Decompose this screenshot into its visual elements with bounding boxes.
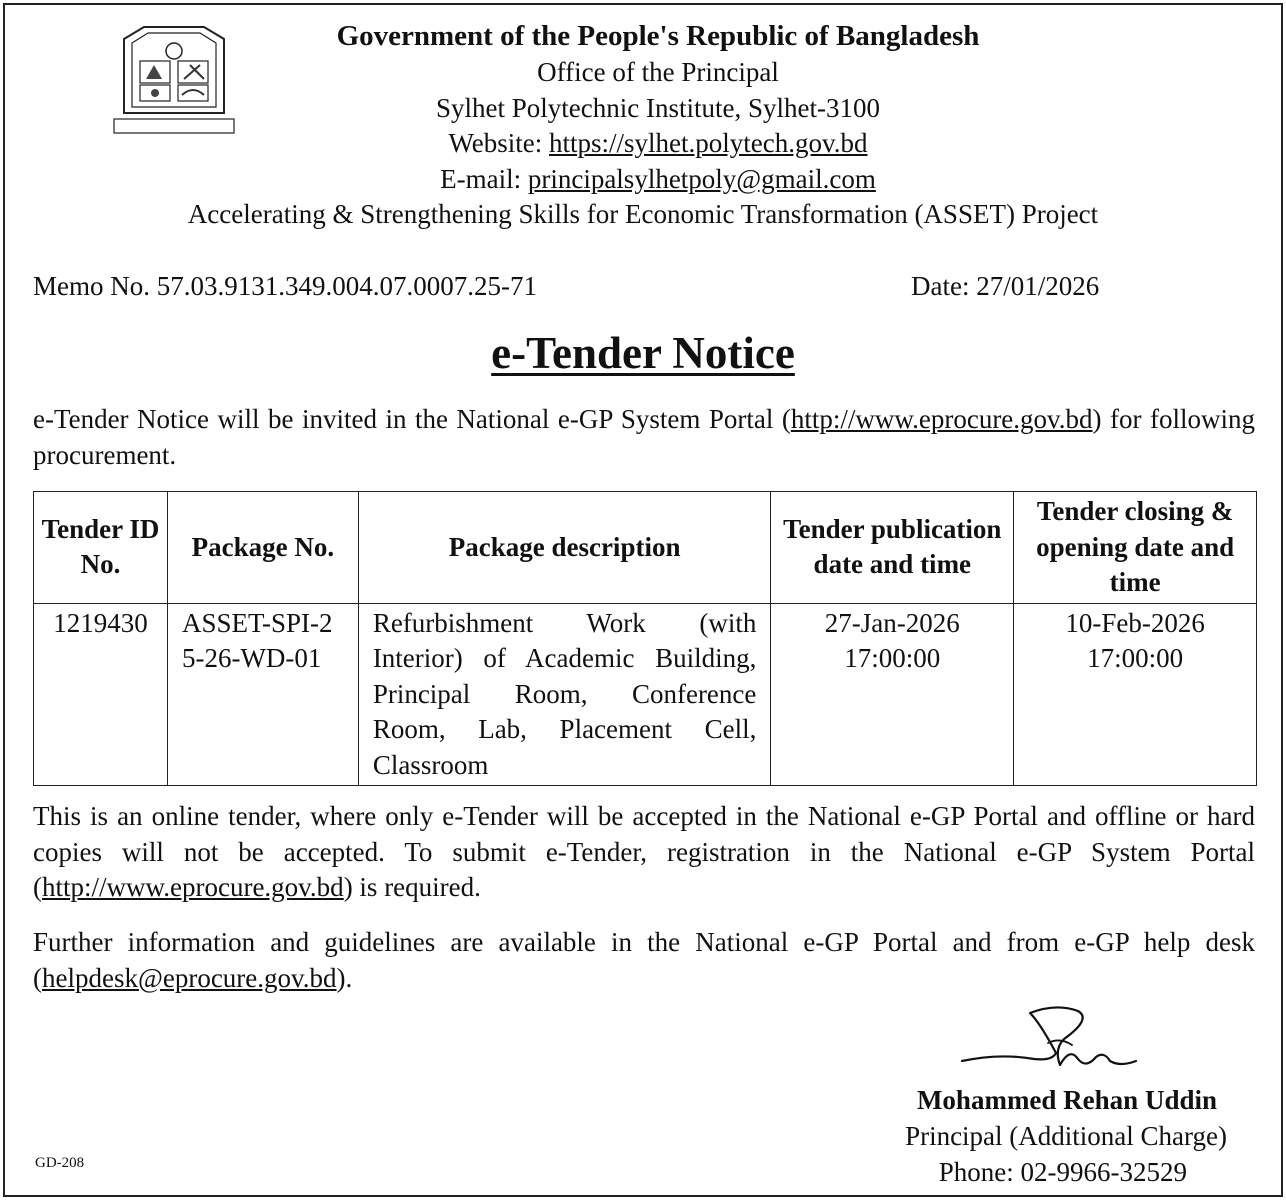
letterhead <box>5 17 1281 233</box>
website-link[interactable]: https://sylhet.polytech.gov.bd <box>549 128 868 158</box>
further-text-before: Further information and guidelines are available in the National e-GP Portal and from e-GP help desk ( <box>33 927 1255 993</box>
intro-text-before: e-Tender Notice will be invited in the National e-GP System Portal ( <box>33 404 791 434</box>
intro-text-after: ) for following procurement. <box>33 404 1256 470</box>
notice-title-text: e-Tender Notice <box>491 328 795 378</box>
package-no-text: ASSET-SPI-25-26-WD-01 <box>181 607 333 673</box>
publication-date: 27-Jan-2026 <box>824 607 960 638</box>
online-text-before: This is an online tender, where only e-Tender will be accepted in the National e-GP Portal and offline or hard copies will not be accepted. To submit e-Tender, registration in the National e-GP System Portal ( <box>33 801 1255 902</box>
intro-paragraph <box>33 402 1255 473</box>
eprocure-link[interactable]: http://www.eprocure.gov.bd <box>790 404 1093 434</box>
email-line <box>5 162 1281 198</box>
online-tender-paragraph <box>33 799 1255 906</box>
memo-number: Memo No. 57.03.9131.349.004.07.0007.25-71 <box>33 271 537 301</box>
memo-date: Date: 27/01/2026 <box>911 271 1100 301</box>
table-row <box>34 603 1257 786</box>
email-label: E-mail: <box>440 163 528 194</box>
cell-publication-date <box>771 603 1014 786</box>
cell-tender-id: 1219430 <box>34 603 168 786</box>
online-text-after: ) is required. <box>343 872 481 902</box>
tender-notice-page <box>3 3 1283 1197</box>
institute-address: Sylhet Polytechnic Institute, Sylhet-3100 <box>436 92 880 123</box>
government-title: Government of the People's Republic of Bangladesh <box>336 20 980 52</box>
footer-code: GD-208 <box>35 1155 85 1171</box>
office-name: Office of the Principal <box>537 57 779 87</box>
further-info-paragraph <box>33 925 1255 996</box>
website-line <box>5 126 1281 162</box>
signatory-name: Mohammed Rehan Uddin <box>916 1085 1217 1115</box>
email-link[interactable]: principalsylhetpoly@gmail.com <box>527 163 876 194</box>
signatory-phone: Phone: 02-9966-32529 <box>938 1157 1187 1187</box>
header-package-description: Package description <box>358 492 771 604</box>
tender-table <box>33 491 1257 786</box>
signature-block <box>5 1082 1227 1190</box>
cell-package-description: Refurbishment Work (with Interior) of Academic Building, Principal Room, Conference Room, Lab, Placement Cell, Classroom <box>358 603 771 786</box>
signatory-designation: Principal (Additional Charge) <box>905 1121 1227 1151</box>
notice-title <box>5 327 1281 379</box>
handwritten-signature-icon <box>960 1003 1140 1079</box>
header-closing-date: Tender closing & opening date and time <box>1014 492 1257 604</box>
closing-time: 17:00:00 <box>1087 643 1184 673</box>
publication-time: 17:00:00 <box>844 643 941 673</box>
website-label: Website: <box>448 128 550 158</box>
header-publication-date: Tender publication date and time <box>771 492 1014 604</box>
further-text-after: ). <box>336 962 353 993</box>
closing-date: 10-Feb-2026 <box>1065 607 1205 638</box>
eprocure-link-2[interactable]: http://www.eprocure.gov.bd <box>42 872 344 902</box>
helpdesk-email-link[interactable]: helpdesk@eprocure.gov.bd <box>42 962 337 993</box>
header-tender-id: Tender ID No. <box>34 492 168 604</box>
header-package-no: Package No. <box>167 492 358 604</box>
table-header-row <box>34 492 1257 604</box>
cell-closing-date <box>1014 603 1257 786</box>
cell-package-no <box>167 603 358 786</box>
project-name: Accelerating & Strengthening Skills for Economic Transformation (ASSET) Project <box>187 199 1099 229</box>
